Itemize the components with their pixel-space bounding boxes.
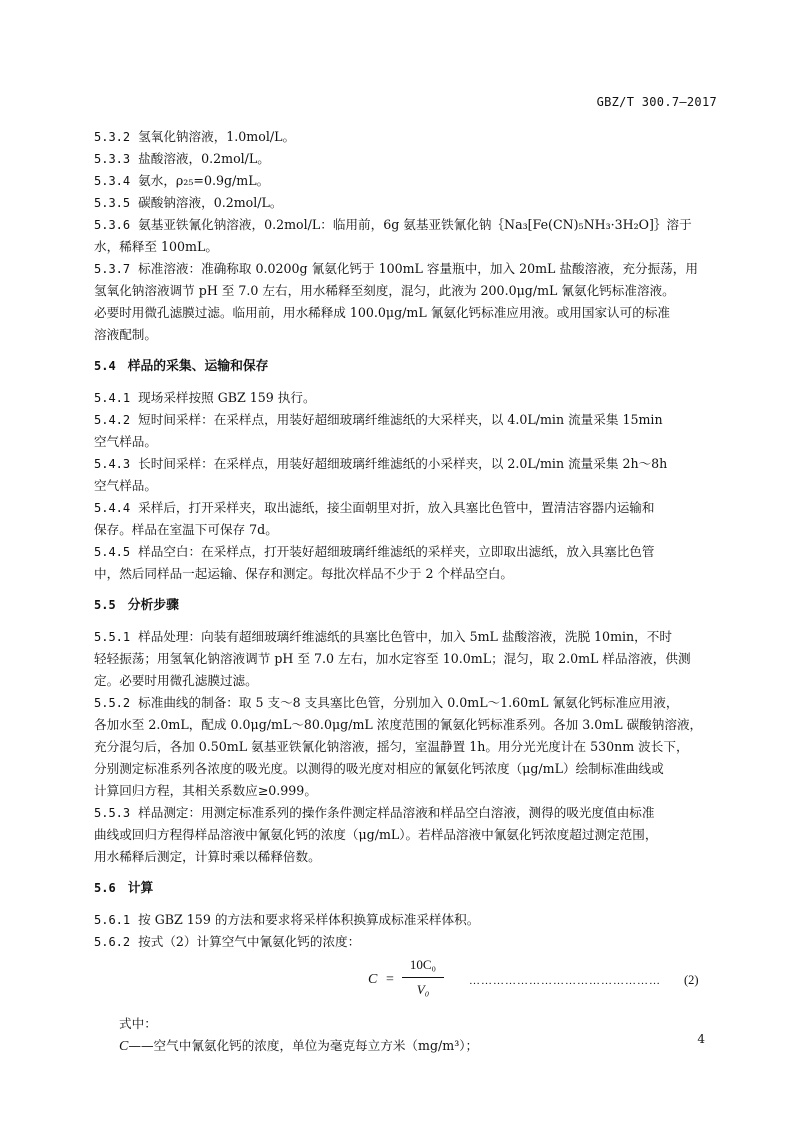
clause-text: 氨水，ρ₂₅=0.9g/mL。 [138, 173, 270, 188]
clause-number: 5.5.1 [94, 630, 131, 644]
formula-2 [94, 955, 716, 1013]
clause-text-line: 用水稀释后测定，计算时乘以稀释倍数。 [94, 849, 321, 864]
clause-5-3-6 [94, 214, 716, 258]
section-title: 样品的采集、运输和保存 [127, 359, 269, 374]
clause-text-line: 必要时用微孔滤膜过滤。临用前，用水稀释成 100.0μg/mL 氰氨化钙标准应用液。或用国家认可的标准 [94, 305, 671, 320]
clause-number: 5.3.3 [94, 152, 131, 166]
fraction-bar [402, 977, 444, 978]
clause-text-line: 标准溶液：准确称取 0.0200g 氰氨化钙于 100mL 容量瓶中，加入 20mL 盐酸溶液，充分振荡，用 [138, 261, 698, 276]
clause-text-line: 按 GBZ 159 的方法和要求将采样体积换算成标准采样体积。 [138, 912, 480, 927]
clause-text-line: 氢氧化钠溶液调节 pH 至 7.0 左右，用水稀释至刻度，混匀，此液为 200.0μg/mL 氰氨化钙标准溶液。 [94, 283, 675, 298]
standard-code: GBZ/T 300.7—2017 [596, 95, 717, 109]
clause-text-line: 空气样品。 [94, 478, 157, 493]
variable-symbol: C [119, 1039, 129, 1054]
clause-text-line: 现场采样按照 GBZ 159 执行。 [138, 390, 316, 405]
clause-text-line: 长时间采样：在采样点，用装好超细玻璃纤维滤纸的小采样夹，以 2.0L/min 流量采集 2h～8h [138, 456, 668, 471]
section-heading-5-5 [94, 594, 716, 617]
section-heading-5-6 [94, 877, 716, 900]
clause-5-3-2 [94, 126, 716, 148]
page-number: 4 [697, 1032, 705, 1046]
clause-text-line: 保存。样品在室温下可保存 7d。 [94, 522, 278, 537]
clause-number: 5.4.5 [94, 545, 131, 559]
clause-number: 5.4.2 [94, 413, 131, 427]
section-number: 5.4 [94, 359, 116, 373]
clause-text-line: 水，稀释至 100mL。 [94, 239, 218, 254]
clause-number: 5.3.5 [94, 196, 131, 210]
clause-text-line: 样品空白：在采样点，打开装好超细玻璃纤维滤纸的采样夹，立即取出滤纸，放入具塞比色管 [138, 544, 655, 559]
clause-text-line: 轻轻振荡；用氢氧化钠溶液调节 pH 至 7.0 左右，加水定容至 10.0mL；混匀，取 2.0mL 样品溶液，供测 [94, 651, 691, 666]
where-label: 式中： [119, 1016, 157, 1031]
clause-number: 5.3.6 [94, 218, 131, 232]
clause-text-line: 采样后，打开采样夹，取出滤纸，接尘面朝里对折，放入具塞比色管中，置清洁容器内运输和 [138, 500, 655, 515]
clause-5-5-1 [94, 626, 716, 692]
clause-text-line: 空气样品。 [94, 434, 157, 449]
formula-equals: = [386, 972, 394, 987]
clause-text-line: 按式（2）计算空气中氰氨化钙的浓度： [138, 934, 361, 949]
clause-text-line: 样品处理：向装有超细玻璃纤维滤纸的具塞比色管中，加入 5mL 盐酸溶液，洗脱 10min，不时 [138, 629, 672, 644]
clause-number: 5.4.3 [94, 457, 131, 471]
formula-leader-dots: ………………………………………… [469, 975, 661, 987]
formula-number: (2) [684, 973, 699, 987]
clause-text-line: 氨基亚铁氰化钠溶液，0.2mol/L：临用前，6g 氨基亚铁氰化钠｛Na₃[Fe(CN)₅NH₃·3H₂O]｝溶于 [138, 217, 692, 232]
clause-text-line: 计算回归方程，其相关系数应≥0.999。 [94, 783, 317, 798]
clause-number: 5.5.2 [94, 696, 131, 710]
clause-text-line: 标准曲线的制备：取 5 支～8 支具塞比色管，分别加入 0.0mL～1.60mL 氰氨化钙标准应用液， [138, 695, 679, 710]
clause-5-4-4 [94, 497, 716, 541]
clause-number: 5.5.3 [94, 806, 131, 820]
section-number: 5.5 [94, 598, 116, 612]
clause-5-3-4 [94, 170, 716, 192]
clause-number: 5.3.4 [94, 174, 131, 188]
clause-5-5-3 [94, 802, 716, 868]
clause-text-line: 溶液配制。 [94, 327, 157, 342]
formula-denominator: V₀ [416, 982, 430, 997]
clause-text-line: 分别测定标准系列各浓度的吸光度。以测得的吸光度对相应的氰氨化钙浓度（μg/mL）绘制标准曲线或 [94, 761, 664, 776]
section-title: 分析步骤 [127, 598, 179, 613]
clause-5-6-1 [94, 909, 716, 931]
clause-5-4-2 [94, 409, 716, 453]
clause-5-3-3 [94, 148, 716, 170]
clause-5-4-1 [94, 387, 716, 409]
clause-text: 氢氧化钠溶液，1.0mol/L。 [138, 129, 296, 144]
section-heading-5-4 [94, 355, 716, 378]
section-title: 计算 [127, 881, 154, 896]
clause-5-5-2 [94, 692, 716, 802]
clause-number: 5.6.1 [94, 913, 131, 927]
clause-5-4-5 [94, 541, 716, 585]
clause-number: 5.4.4 [94, 501, 131, 515]
variable-definition-c [94, 1035, 716, 1058]
clause-text-line: 定。必要时用微孔滤膜过滤。 [94, 673, 258, 688]
clause-text-line: 各加水至 2.0mL，配成 0.0μg/mL～80.0μg/mL 浓度范围的氰氨化钙标准系列。各加 3.0mL 碳酸钠溶液， [94, 717, 703, 732]
clause-text-line: 样品测定：用测定标准系列的操作条件测定样品溶液和样品空白溶液，测得的吸光度值由标准 [138, 805, 655, 820]
clause-text: 盐酸溶液，0.2mol/L。 [138, 151, 270, 166]
clause-text-line: 短时间采样：在采样点，用装好超细玻璃纤维滤纸的大采样夹，以 4.0L/min 流量采集 15min [138, 412, 663, 427]
clause-text-line: 充分混匀后，各加 0.50mL 氨基亚铁氰化钠溶液，摇匀，室温静置 1h。用分光光度计在 530nm 波长下， [94, 739, 689, 754]
clause-number: 5.3.7 [94, 262, 131, 276]
clause-number: 5.3.2 [94, 130, 131, 144]
clause-number: 5.6.2 [94, 935, 131, 949]
clause-text-line: 中，然后同样品一起运输、保存和测定。每批次样品不少于 2 个样品空白。 [94, 566, 514, 581]
clause-text: 碳酸钠溶液，0.2mol/L。 [138, 195, 283, 210]
formula-lhs: C [368, 972, 378, 987]
variable-description: ——空气中氰氨化钙的浓度，单位为毫克每立方米（mg/m³）； [128, 1038, 479, 1053]
clause-text-line: 曲线或回归方程得样品溶液中氰氨化钙的浓度（μg/mL）。若样品溶液中氰氨化钙浓度超过测定范围， [94, 827, 658, 842]
clause-5-3-7 [94, 258, 716, 346]
clause-5-6-2 [94, 931, 716, 953]
section-number: 5.6 [94, 881, 116, 895]
formula-fraction [402, 955, 444, 1000]
page-content [94, 126, 716, 1058]
clause-5-3-5 [94, 192, 716, 214]
clause-5-4-3 [94, 453, 716, 497]
formula-numerator: 10C₀ [409, 957, 437, 972]
clause-number: 5.4.1 [94, 391, 131, 405]
